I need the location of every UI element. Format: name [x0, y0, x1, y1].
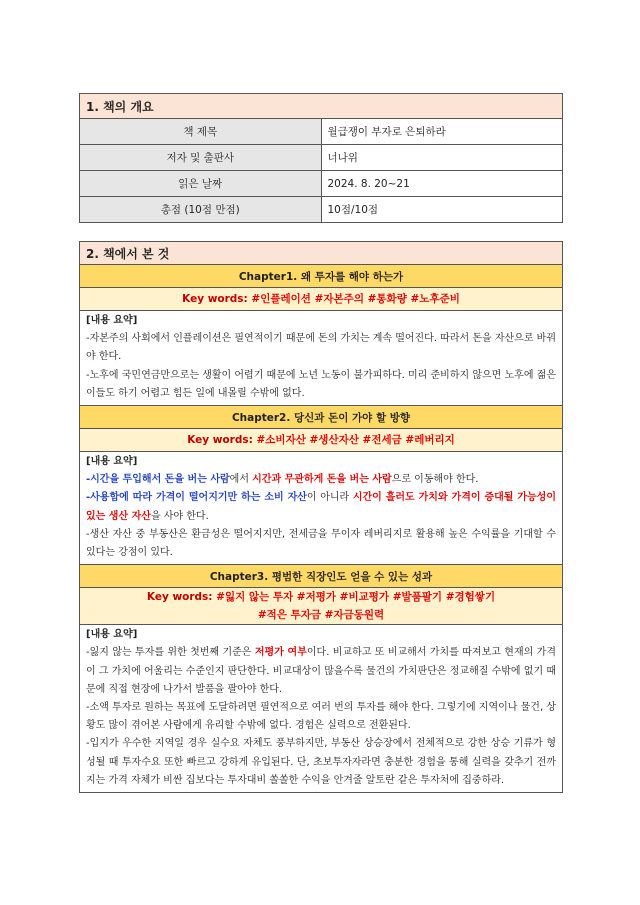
chapter2-summary [80, 452, 563, 565]
keywords-tags: #적은 투자금 #자금동원력 [257, 609, 385, 622]
highlight-blue: -시간을 투입해서 돈을 버는 사람 [86, 474, 230, 486]
book-content-table [79, 241, 563, 793]
read-date-label: 읽은 날짜 [80, 171, 322, 197]
book-title-label: 책 제목 [80, 119, 322, 145]
table-row [80, 119, 563, 145]
keywords-tags: #인플레이션 #자본주의 #통화량 #노후준비 [251, 293, 460, 305]
book-title-value: 월급쟁이 부자로 은퇴하라 [321, 119, 563, 145]
chapter1-keywords [80, 288, 563, 311]
summary-title: [내용 요약] [86, 315, 138, 326]
chapter1-heading: Chapter1. 왜 투자를 해야 하는가 [80, 265, 563, 288]
text-run: 에서 [229, 474, 253, 486]
chapter3-summary [80, 625, 563, 793]
author-value: 너나위 [321, 145, 563, 171]
summary-paragraph: -노후에 국민연금만으로는 생활이 어렵기 때문에 노년 노동이 불가피하다. 미리 준비하지 않으면 노후에 젊은이들도 하기 어렵고 힘든 일에 내몰릴 수밖에 없다. [86, 369, 556, 399]
section1-title: 1. 책의 개요 [80, 94, 563, 119]
keywords-tags: #잃지 않는 투자 #저평가 #비교평가 #발품팔기 #경험쌓기 [216, 591, 496, 604]
text-run: -잃지 않는 투자를 위한 첫번째 기준은 [86, 647, 255, 659]
keywords-label: Key words: [146, 591, 217, 604]
chapter1-summary [80, 311, 563, 406]
table-row [80, 145, 563, 171]
summary-paragraph [86, 471, 556, 489]
book-overview-table [79, 93, 563, 223]
summary-paragraph: -자본주의 사회에서 인플레이션은 필연적이기 때문에 돈의 가치는 계속 떨어진다. 따라서 돈을 자산으로 바꿔야 한다. [86, 333, 556, 363]
highlight-blue: -사용함에 따라 가격이 떨어지기만 하는 소비 자산 [86, 492, 307, 504]
text-run: 이다. 비교하고 또 비교해서 가치를 따져보고 현재의 가격이 그 가치에 어울리는 수준인지 판단한다. 비교대상이 많을수록 물건의 가치판단은 정교해질 수밖에 없기 때문에 직접 현장에 나가서 발품을 팔아야 한다. [86, 647, 556, 695]
highlight-red: 시간과 무관하게 돈을 버는 사람 [252, 474, 392, 486]
score-value: 10점/10점 [321, 197, 563, 223]
summary-paragraph: -생산 자산 중 부동산은 환금성은 떨어지지만, 전세금을 무이자 레버리지로 활용해 높은 수익률을 기대할 수 있다는 강점이 있다. [86, 528, 556, 559]
score-label: 총점 (10점 만점) [80, 197, 322, 223]
chapter3-heading: Chapter3. 평범한 직장인도 얻을 수 있는 성과 [80, 565, 563, 588]
keywords-label: Key words: [187, 434, 257, 447]
keywords-tags: #소비자산 #생산자산 #전세금 #레버리지 [256, 434, 455, 447]
summary-paragraph: -입지가 우수한 지역일 경우 실수요 자체도 풍부하지만, 부동산 상승장에서 전체적으로 강한 상승 기류가 형성될 때 투자수요 또한 빠르고 강하게 유입된다. 단, 초보투자자라면 충분한 경험을 통해 실력을 갖추기 전까지는 가격 자체가 비싼 집보다는 투자대비 쏠쏠한 수익을 안겨줄 알토란 같은 투자처에 집중하라. [86, 738, 556, 786]
chapter2-keywords [80, 429, 563, 452]
chapter2-heading: Chapter2. 당신과 돈이 가야 할 방향 [80, 406, 563, 429]
table-row [80, 171, 563, 197]
highlight-red: 시간이 흘러도 가치와 가격이 증대될 가능성이 있는 생산 자산 [86, 492, 556, 522]
read-date-value: 2024. 8. 20~21 [321, 171, 563, 197]
summary-paragraph [86, 489, 556, 525]
text-run: 으로 이동해야 한다. [391, 474, 479, 486]
section2-title: 2. 책에서 본 것 [80, 242, 563, 265]
keywords-label: Key words: [182, 293, 252, 305]
table-row [80, 197, 563, 223]
text-run: 을 사야 한다. [150, 510, 209, 522]
chapter3-keywords [80, 588, 563, 625]
highlight-red: 저평가 여부 [254, 647, 307, 659]
summary-paragraph: -소액 투자로 원하는 목표에 도달하려면 필연적으로 여러 번의 투자를 해야 한다. 그렇기에 지역이나 물건, 상황도 많이 겪어본 사람에게 유리할 수밖에 없다. 경험은 실력으로 전환된다. [86, 702, 556, 732]
summary-paragraph [86, 644, 556, 699]
text-run: 이 아니라 [306, 492, 353, 504]
author-label: 저자 및 출판사 [80, 145, 322, 171]
summary-title: [내용 요약] [86, 629, 138, 641]
summary-title: [내용 요약] [86, 456, 138, 468]
